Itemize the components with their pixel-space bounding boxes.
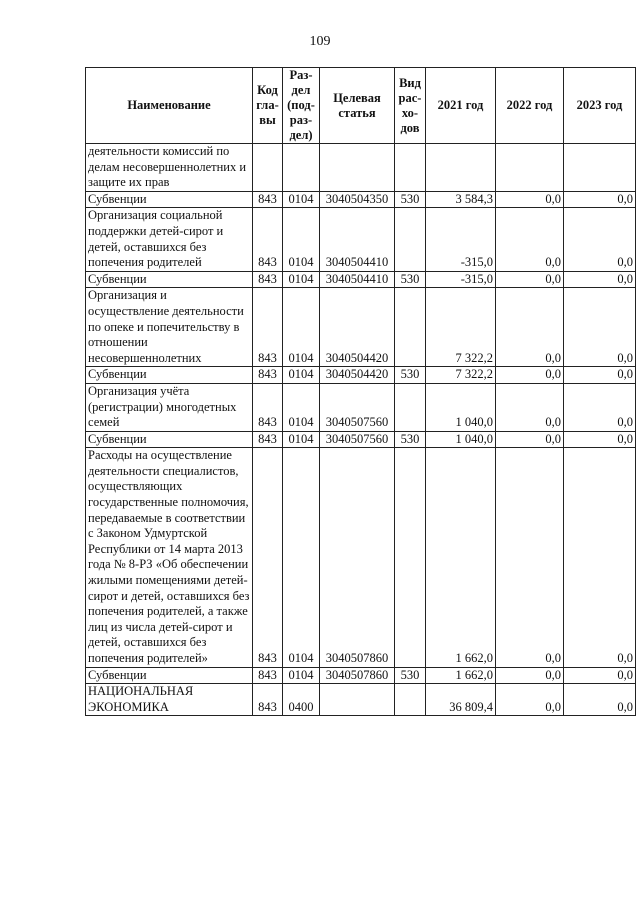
cell-section: 0104 xyxy=(283,667,320,684)
table-row xyxy=(86,383,636,431)
cell-section xyxy=(283,144,320,192)
table-row xyxy=(86,448,636,667)
cell-name: Организация социальной поддержки детей-сирот и детей, оставшихся без попечения родителей xyxy=(86,208,253,271)
cell-name: Субвенции xyxy=(86,431,253,448)
table-row xyxy=(86,684,636,716)
cell-section: 0104 xyxy=(283,288,320,367)
cell-2022: 0,0 xyxy=(496,448,564,667)
cell-type: 530 xyxy=(395,667,426,684)
cell-name: НАЦИОНАЛЬНАЯ ЭКОНОМИКА xyxy=(86,684,253,716)
table-row xyxy=(86,288,636,367)
cell-2022: 0,0 xyxy=(496,383,564,431)
cell-target: 3040507860 xyxy=(320,667,395,684)
cell-type xyxy=(395,208,426,271)
cell-2023: 0,0 xyxy=(564,667,636,684)
cell-target xyxy=(320,684,395,716)
cell-name: Субвенции xyxy=(86,271,253,288)
cell-code: 843 xyxy=(253,208,283,271)
cell-code: 843 xyxy=(253,448,283,667)
cell-2022: 0,0 xyxy=(496,667,564,684)
header-2023: 2023 год xyxy=(564,68,636,144)
cell-target: 3040504410 xyxy=(320,208,395,271)
budget-table xyxy=(85,67,636,716)
cell-type: 530 xyxy=(395,367,426,384)
table-row xyxy=(86,208,636,271)
cell-type: 530 xyxy=(395,271,426,288)
header-type: Вид рас- хо- дов xyxy=(395,68,426,144)
cell-code: 843 xyxy=(253,288,283,367)
cell-2022: 0,0 xyxy=(496,684,564,716)
cell-2023 xyxy=(564,144,636,192)
cell-2023: 0,0 xyxy=(564,367,636,384)
cell-2021: 36 809,4 xyxy=(426,684,496,716)
cell-name: Субвенции xyxy=(86,667,253,684)
cell-2021 xyxy=(426,144,496,192)
cell-2021: -315,0 xyxy=(426,271,496,288)
cell-name: Организация учёта (регистрации) многодетных семей xyxy=(86,383,253,431)
cell-name: деятельности комиссий по делам несовершеннолетних и защите их прав xyxy=(86,144,253,192)
cell-name: Субвенции xyxy=(86,191,253,208)
cell-code: 843 xyxy=(253,383,283,431)
cell-2023: 0,0 xyxy=(564,271,636,288)
cell-2022: 0,0 xyxy=(496,367,564,384)
cell-target xyxy=(320,144,395,192)
cell-section: 0104 xyxy=(283,208,320,271)
cell-target: 3040504350 xyxy=(320,191,395,208)
cell-name: Организация и осуществление деятельности по опеке и попечительству в отношении несовершеннолетних xyxy=(86,288,253,367)
cell-code: 843 xyxy=(253,367,283,384)
cell-2021: 1 662,0 xyxy=(426,448,496,667)
header-2021: 2021 год xyxy=(426,68,496,144)
cell-2021: 7 322,2 xyxy=(426,288,496,367)
page-number: 109 xyxy=(309,34,331,49)
cell-name: Субвенции xyxy=(86,367,253,384)
table-row xyxy=(86,667,636,684)
cell-target: 3040504410 xyxy=(320,271,395,288)
cell-2023: 0,0 xyxy=(564,448,636,667)
cell-section: 0104 xyxy=(283,191,320,208)
cell-code: 843 xyxy=(253,271,283,288)
cell-section: 0104 xyxy=(283,367,320,384)
table-row xyxy=(86,271,636,288)
cell-section: 0104 xyxy=(283,383,320,431)
cell-code: 843 xyxy=(253,431,283,448)
cell-type xyxy=(395,144,426,192)
cell-type xyxy=(395,383,426,431)
table-header-row xyxy=(86,68,636,144)
cell-2021: 1 040,0 xyxy=(426,431,496,448)
cell-2022: 0,0 xyxy=(496,288,564,367)
cell-type: 530 xyxy=(395,431,426,448)
cell-2021: 7 322,2 xyxy=(426,367,496,384)
cell-code xyxy=(253,144,283,192)
table-body xyxy=(86,144,636,716)
cell-2023: 0,0 xyxy=(564,208,636,271)
cell-code: 843 xyxy=(253,684,283,716)
header-section: Раз- дел (под- раз- дел) xyxy=(283,68,320,144)
cell-code: 843 xyxy=(253,191,283,208)
cell-2023: 0,0 xyxy=(564,684,636,716)
cell-2021: 1 662,0 xyxy=(426,667,496,684)
cell-target: 3040504420 xyxy=(320,367,395,384)
cell-2022: 0,0 xyxy=(496,431,564,448)
cell-code: 843 xyxy=(253,667,283,684)
cell-2023: 0,0 xyxy=(564,191,636,208)
cell-2023: 0,0 xyxy=(564,431,636,448)
cell-section: 0104 xyxy=(283,431,320,448)
cell-section: 0400 xyxy=(283,684,320,716)
cell-name: Расходы на осуществление деятельности специалистов, осуществляющих государственные полномочия, передаваемые в соответствии с Законом Удмуртской Республики от 14 марта 2013 года № 8-РЗ «Об обеспечении жилыми помещениями детей-сирот и детей, оставшихся без попечения родителей, а также лиц из числа детей-сирот и детей, оставшихся без попечения родителей» xyxy=(86,448,253,667)
cell-target: 3040504420 xyxy=(320,288,395,367)
cell-target: 3040507560 xyxy=(320,383,395,431)
cell-type xyxy=(395,448,426,667)
cell-2022: 0,0 xyxy=(496,208,564,271)
cell-2023: 0,0 xyxy=(564,383,636,431)
cell-section: 0104 xyxy=(283,271,320,288)
table-row xyxy=(86,431,636,448)
cell-2021: 1 040,0 xyxy=(426,383,496,431)
table-row xyxy=(86,144,636,192)
header-2022: 2022 год xyxy=(496,68,564,144)
cell-type xyxy=(395,288,426,367)
header-target: Целевая статья xyxy=(320,68,395,144)
cell-2022: 0,0 xyxy=(496,271,564,288)
cell-section: 0104 xyxy=(283,448,320,667)
cell-target: 3040507560 xyxy=(320,431,395,448)
table-row xyxy=(86,191,636,208)
cell-2022 xyxy=(496,144,564,192)
table-row xyxy=(86,367,636,384)
cell-2022: 0,0 xyxy=(496,191,564,208)
header-code: Код гла- вы xyxy=(253,68,283,144)
cell-type: 530 xyxy=(395,191,426,208)
header-name: Наименование xyxy=(86,68,253,144)
cell-2021: 3 584,3 xyxy=(426,191,496,208)
cell-2023: 0,0 xyxy=(564,288,636,367)
cell-type xyxy=(395,684,426,716)
cell-target: 3040507860 xyxy=(320,448,395,667)
cell-2021: -315,0 xyxy=(426,208,496,271)
